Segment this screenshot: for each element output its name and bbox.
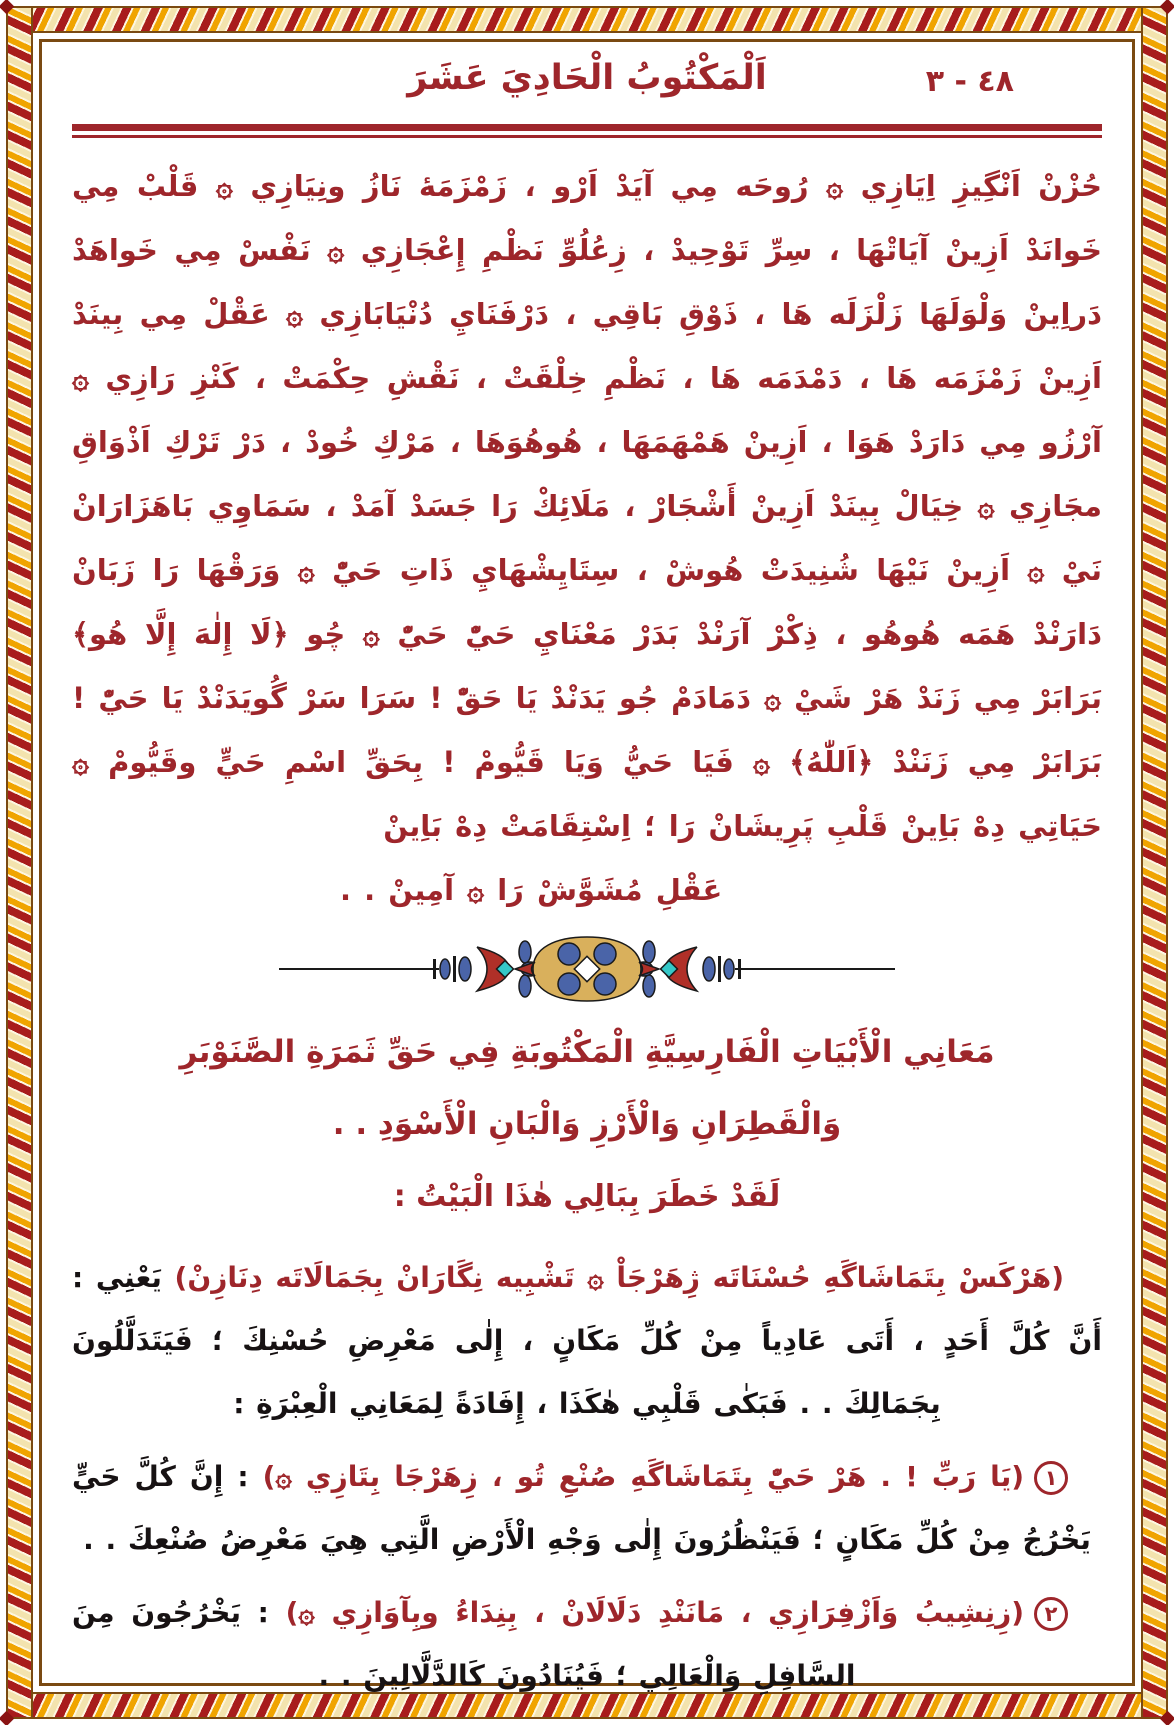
page-header	[72, 58, 1102, 116]
section-heading-line1: مَعَانِي الْأَبْيَاتِ الْفَارِسِيَّةِ الْمَكْتُوبَةِ فِي حَقِّ ثَمَرَةِ الصَّنَوْبَرِ	[179, 1034, 995, 1070]
numbered-item-1	[72, 1445, 1102, 1571]
arabic-meaning-text: : إِنَّ كُلَّ حَيٍّ يَخْرُجُ مِنْ كُلِّ مَكَانٍ ؛ فَيَنْظُرُونَ إِلٰى وَجْهِ الْأَرْضِ الَّتِي هِيَ مَعْرِضُ صُنْعِكَ . .	[72, 1460, 1091, 1556]
arabic-meaning-text: يَعْنِي : أَنَّ كُلَّ أَحَدٍ ، أَتَى عَادِياً مِنْ كُلِّ مَكَانٍ ، إِلٰى مَعْرِضِ حُسْنِكَ ؛ فَيَتَدَلَّلُونَ بِجَمَالِكَ . . فَبَكٰى قَلْبِي هٰكَذَا ، إِفَادَةً لِمَعَانِي الْعِبْرَةِ :	[72, 1261, 1102, 1420]
floral-divider-ornament	[72, 932, 1102, 1010]
numbered-item-2	[72, 1581, 1102, 1707]
page-title: اَلْمَكْتُوبُ الْحَادِيَ عَشَرَ	[407, 58, 767, 98]
page-content	[46, 46, 1128, 1692]
persian-verse-quote: (هَرْكَسْ بِتَمَاشَاگَهِ حُسْنَاتَه ژِهَرْجَاْ ۞ تَشْبِيه نِگَارَانْ بِجَمَالَاتَه دِنَازِنْ)	[174, 1261, 1065, 1294]
section-intro-line: لَقَدْ خَطَرَ بِبَالِي هٰذَا الْبَيْتُ :	[393, 1179, 781, 1214]
arabic-meaning-text: : يَخْرُجُونَ مِنَ السَّافِلِ وَالْعَالِي ؛ فَيُنَادُونَ كَالدَّلَّالِينَ . .	[72, 1596, 856, 1692]
poem-closing-line: عَقْلِ مُشَوَّشْ رَا ۞ آمِينْ . .	[340, 873, 723, 907]
persian-verse-quote: (يَا رَبِّ ! . هَرْ حَيّْ بِتَمَاشَاگَهِ صُنْعِ تُو ، زِهَرْجَا بِتَازِي ۞)	[262, 1460, 1025, 1493]
border-ornament-top	[6, 6, 1168, 33]
persian-verse-quote: (زِنِشِيبُ وَاَزْفِرَازِي ، مَانَنْدِ دَلَالَانْ ، بِنِدَاءُ وبِآوَازِي ۞)	[285, 1596, 1025, 1629]
verse-explanation-paragraph	[72, 1246, 1102, 1435]
border-ornament-right	[1141, 6, 1168, 1719]
header-double-rule	[72, 124, 1102, 138]
rule-thin-line	[72, 135, 1102, 138]
persian-poem-paragraph: حُزْنْ اَنْگِيزِ اِيَازِي ۞ رُوحَه مِي آيَدْ اَرْو ، زَمْزَمَهٔ نَازُ ونِيَازِي ۞ قَلْبْ مِي خَوانَدْ اَزِينْ آيَاتْهَا ، سِرِّ تَوْحِيدْ ، زِعُلُوِّ نَظْمِ إِعْجَازِي ۞ نَفْسْ مِي خَواهَدْ دَراِينْ وَلْوَلَهَا زَلْزَلَه هَا ، ذَوْقِ بَاقِي ، دَرْفَنَايِ دُنْيَابَازِي ۞ عَقْلْ مِي بِينَدْ اَزِينْ زَمْزَمَه هَا ، دَمْدَمَه هَا ، نَظْمِ خِلْقَتْ ، نَقْشِ حِكْمَتْ ، كَنْزِ رَازِي ۞ آرْزُو مِي دَارَدْ هَوَا ، اَزِينْ هَمْهَمَهَا ، هُوهُوَهَا ، مَرْكِ خُودْ ، دَرْ تَرْكِ اَذْوَاقِ مجَازِي ۞ خِيَالْ بِينَدْ اَزِينْ أَشْجَارْ ، مَلَائِكْ رَا جَسَدْ آمَدْ ، سَمَاوِي بَاهَزَارَانْ نَيْ ۞ اَزِينْ نَيْهَا شُنِيدَتْ هُوشْ ، سِتَايِشْهَايِ ذَاتِ حَيّْ ۞ وَرَقْهَا رَا زَبَانْ دَارَنْدْ هَمَه هُوهُو ، ذِكْرْ آرَنْدْ بَدَرْ مَعْنَايِ حَيّْ حَيّْ ۞ چُو ﴿لَا إِلٰهَ إِلَّا هُو﴾ بَرَابَرْ مِي زَنَدْ هَرْ شَيْ ۞ دَمَادَمْ جُو يَدَنْدْ يَا حَقّْ ! سَرَا سَرْ گُويَدَنْدْ يَا حَيّْ ! بَرَابَرْ مِي زَنَنْدْ ﴿اَللّٰهُ﴾ ۞ فَيَا حَيُّ وَيَا قَيُّومْ ! بِحَقِّ اسْمِ حَيٍّ وقَيُّومْ ۞ حَيَاتِي دِهْ بَاِينْ قَلْبِ پَرِيشَانْ رَا ؛ اِسْتِقَامَتْ دِهْ بَاِينْ	[72, 169, 1102, 843]
page-number: ٤٨ - ٣	[925, 64, 1014, 99]
item-number-badge: ١	[1034, 1461, 1068, 1495]
border-ornament-left	[6, 6, 33, 1719]
section-heading-line2: وَالْقَطِرَانِ وَالْأَرْزِ وَالْبَانِ الْأَسْوَدِ . .	[332, 1106, 842, 1142]
item-number-badge: ٢	[1034, 1597, 1068, 1631]
divider-icon	[277, 932, 897, 1006]
rule-thick-line	[72, 124, 1102, 131]
